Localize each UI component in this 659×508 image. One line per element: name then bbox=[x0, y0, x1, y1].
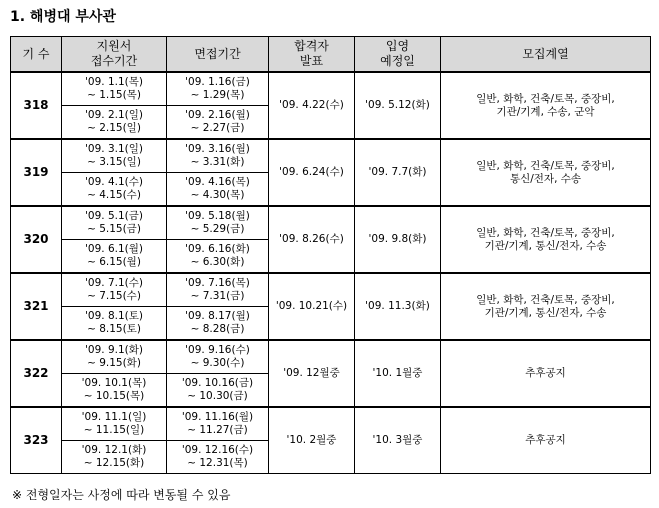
interview-period-cell: '09. 12.16(수) ~ 12.31(목) bbox=[167, 441, 269, 474]
result-date-cell: '09. 10.21(수) bbox=[269, 273, 355, 340]
apply-period-cell: '09. 9.1(화) ~ 9.15(화) bbox=[62, 340, 167, 374]
interview-period-cell: '09. 7.16(목) ~ 7.31(금) bbox=[167, 273, 269, 307]
gisu-cell: 319 bbox=[11, 139, 62, 206]
table-row bbox=[11, 340, 651, 374]
gisu-cell: 321 bbox=[11, 273, 62, 340]
interview-period-cell: '09. 2.16(월) ~ 2.27(금) bbox=[167, 106, 269, 140]
apply-period-cell: '09. 12.1(화) ~ 12.15(화) bbox=[62, 441, 167, 474]
table-row bbox=[11, 407, 651, 441]
apply-period-cell: '09. 6.1(월) ~ 6.15(월) bbox=[62, 240, 167, 274]
table-row bbox=[11, 273, 651, 307]
interview-period-cell: '09. 3.16(월) ~ 3.31(화) bbox=[167, 139, 269, 173]
table-row bbox=[11, 139, 651, 173]
result-date-cell: '09. 12월중 bbox=[269, 340, 355, 407]
apply-period-cell: '09. 7.1(수) ~ 7.15(수) bbox=[62, 273, 167, 307]
recruit-field-cell: 일반, 화학, 건축/토목, 중장비, 기관/기계, 통신/전자, 수송 bbox=[441, 206, 651, 273]
table-row bbox=[11, 206, 651, 240]
gisu-cell: 318 bbox=[11, 72, 62, 139]
header-apply-period: 지원서 접수기간 bbox=[62, 37, 167, 73]
result-date-cell: '10. 2월중 bbox=[269, 407, 355, 474]
gisu-cell: 320 bbox=[11, 206, 62, 273]
interview-period-cell: '09. 10.16(금) ~ 10.30(금) bbox=[167, 374, 269, 408]
table-body bbox=[11, 72, 651, 474]
apply-period-cell: '09. 2.1(일) ~ 2.15(일) bbox=[62, 106, 167, 140]
apply-period-cell: '09. 1.1(목) ~ 1.15(목) bbox=[62, 72, 167, 106]
recruit-field-cell: 추후공지 bbox=[441, 407, 651, 474]
recruit-field-cell: 일반, 화학, 건축/토목, 중장비, 기관/기계, 수송, 군악 bbox=[441, 72, 651, 139]
header-interview-period: 면접기간 bbox=[167, 37, 269, 73]
interview-period-cell: '09. 1.16(금) ~ 1.29(목) bbox=[167, 72, 269, 106]
interview-period-cell: '09. 4.16(목) ~ 4.30(목) bbox=[167, 173, 269, 207]
section-title: 1. 해병대 부사관 bbox=[10, 9, 116, 25]
header-gisu: 기 수 bbox=[11, 37, 62, 73]
interview-period-cell: '09. 11.16(월) ~ 11.27(금) bbox=[167, 407, 269, 441]
result-date-cell: '09. 4.22(수) bbox=[269, 72, 355, 139]
enlist-date-cell: '10. 3월중 bbox=[355, 407, 441, 474]
interview-period-cell: '09. 8.17(월) ~ 8.28(금) bbox=[167, 307, 269, 341]
interview-period-cell: '09. 5.18(월) ~ 5.29(금) bbox=[167, 206, 269, 240]
header-enlistment-date: 입영 예정일 bbox=[355, 37, 441, 73]
recruit-field-cell: 일반, 화학, 건축/토목, 중장비, 기관/기계, 통신/전자, 수송 bbox=[441, 273, 651, 340]
interview-period-cell: '09. 9.16(수) ~ 9.30(수) bbox=[167, 340, 269, 374]
recruitment-schedule-table bbox=[10, 36, 651, 474]
enlist-date-cell: '09. 11.3(화) bbox=[355, 273, 441, 340]
recruit-field-cell: 일반, 화학, 건축/토목, 중장비, 통신/전자, 수송 bbox=[441, 139, 651, 206]
result-date-cell: '09. 8.26(수) bbox=[269, 206, 355, 273]
table-header-row bbox=[11, 37, 651, 73]
apply-period-cell: '09. 4.1(수) ~ 4.15(수) bbox=[62, 173, 167, 207]
recruit-field-cell: 추후공지 bbox=[441, 340, 651, 407]
header-recruit-field: 모집계열 bbox=[441, 37, 651, 73]
gisu-cell: 323 bbox=[11, 407, 62, 474]
gisu-cell: 322 bbox=[11, 340, 62, 407]
apply-period-cell: '09. 5.1(금) ~ 5.15(금) bbox=[62, 206, 167, 240]
enlist-date-cell: '09. 5.12(화) bbox=[355, 72, 441, 139]
enlist-date-cell: '09. 7.7(화) bbox=[355, 139, 441, 206]
apply-period-cell: '09. 11.1(일) ~ 11.15(일) bbox=[62, 407, 167, 441]
header-result-announcement: 합격자 발표 bbox=[269, 37, 355, 73]
table-row bbox=[11, 72, 651, 106]
footnote: ※ 전형일자는 사정에 따라 변동될 수 있음 bbox=[12, 488, 231, 502]
apply-period-cell: '09. 3.1(일) ~ 3.15(일) bbox=[62, 139, 167, 173]
interview-period-cell: '09. 6.16(화) ~ 6.30(화) bbox=[167, 240, 269, 274]
enlist-date-cell: '09. 9.8(화) bbox=[355, 206, 441, 273]
apply-period-cell: '09. 8.1(토) ~ 8.15(토) bbox=[62, 307, 167, 341]
enlist-date-cell: '10. 1월중 bbox=[355, 340, 441, 407]
result-date-cell: '09. 6.24(수) bbox=[269, 139, 355, 206]
apply-period-cell: '09. 10.1(목) ~ 10.15(목) bbox=[62, 374, 167, 408]
